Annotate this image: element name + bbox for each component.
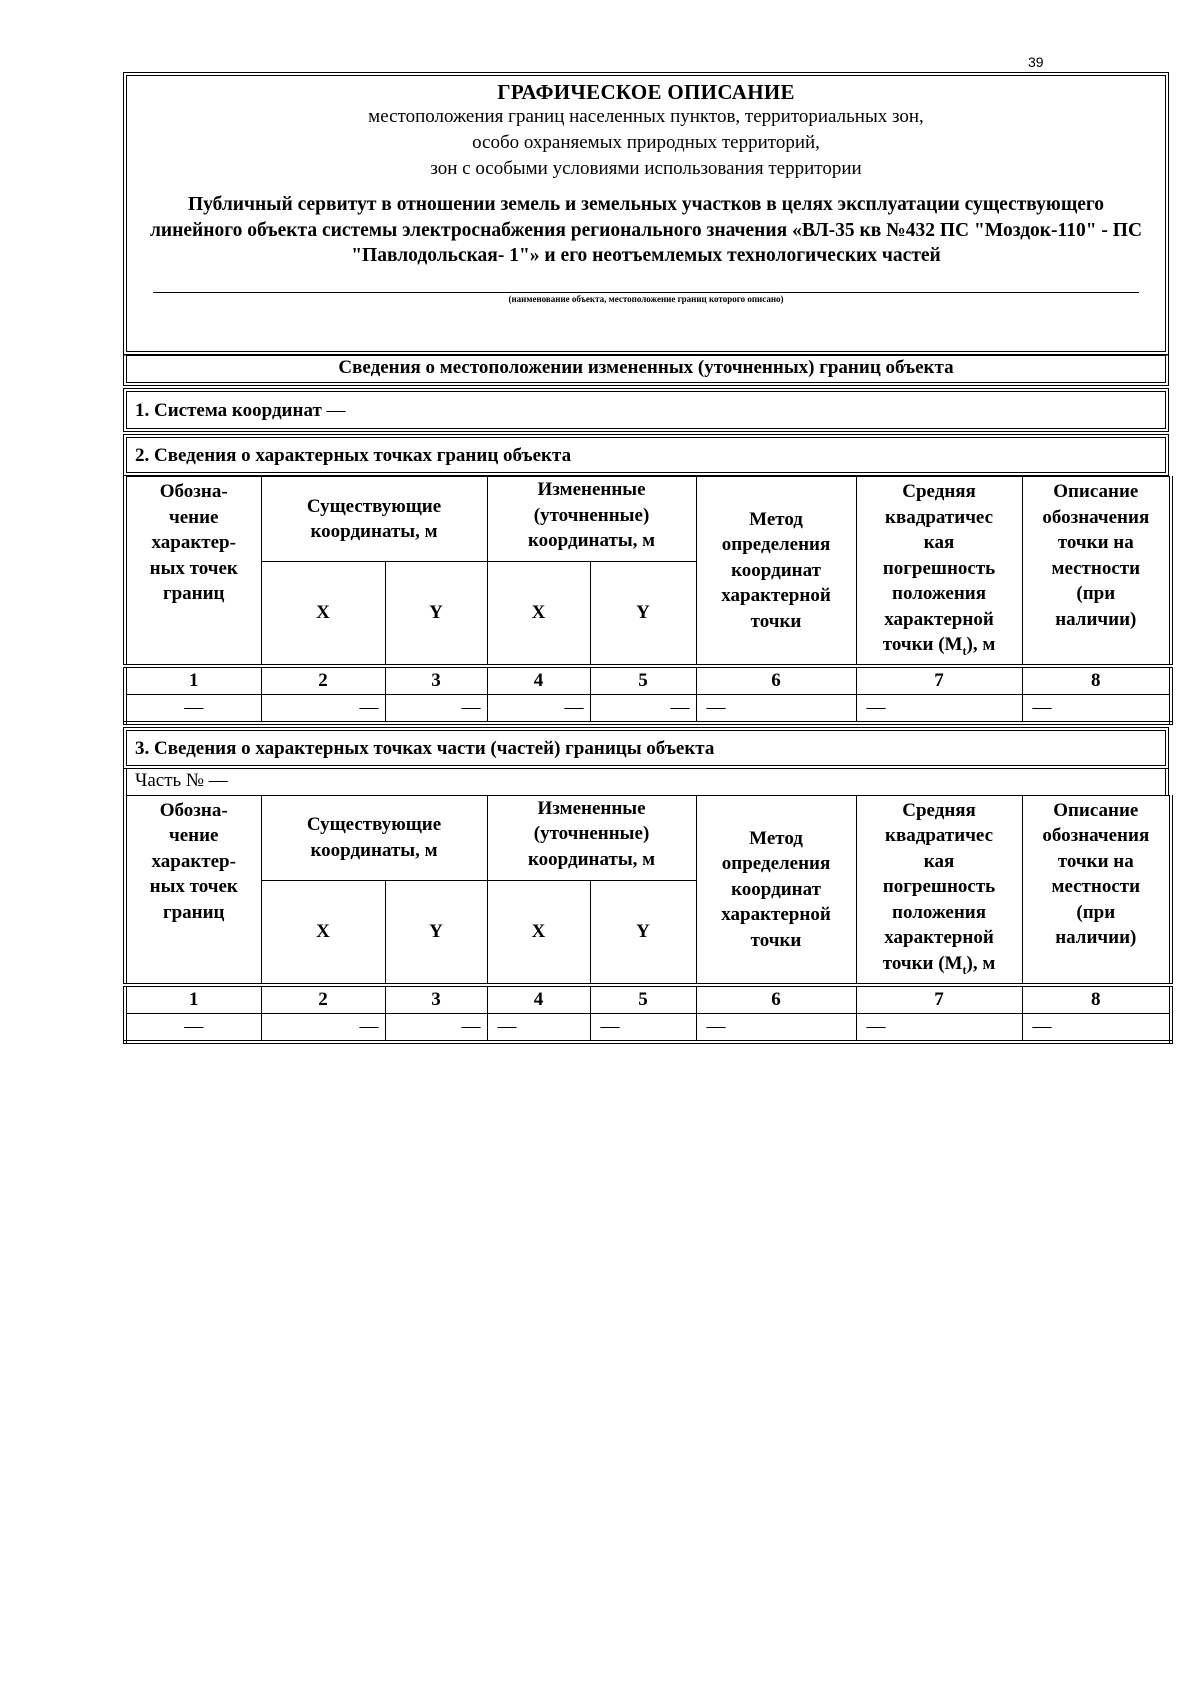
empty-cell: —	[125, 695, 261, 723]
column-number: 6	[696, 985, 856, 1014]
empty-cell: —	[590, 1014, 696, 1042]
graphic-description-form	[123, 72, 1169, 1044]
empty-cell: —	[125, 1014, 261, 1042]
document-title: ГРАФИЧЕСКОЕ ОПИСАНИЕ	[497, 80, 795, 104]
object-name-caption: (наименование объекта, местоположение границ которого описано)	[508, 294, 784, 304]
empty-cell: —	[487, 1014, 590, 1042]
boundary-points-table	[123, 476, 1173, 725]
header-existing-coordinates: Существующие координаты, м	[261, 795, 487, 880]
header-existing-x: X	[261, 562, 385, 667]
column-number: 3	[385, 985, 487, 1014]
header-description: Описание обозначения точки на местности (при наличии)	[1022, 477, 1171, 667]
empty-cell: —	[261, 695, 385, 723]
column-number: 1	[125, 985, 261, 1014]
header-existing-x: X	[261, 880, 385, 985]
object-name: Публичный сервитут в отношении земель и земельных участков в целях эксплуатации существующего линейного объекта системы электроснабжения регионального значения «ВЛ-35 кв №432 ПС "Моздок-110" - ПС "Павлодольская- 1"» и его неотъемлемых технологических частей	[149, 194, 1143, 266]
column-number: 3	[385, 666, 487, 695]
empty-cell: —	[856, 695, 1022, 723]
column-number: 1	[125, 666, 261, 695]
coordinate-system-row	[123, 388, 1169, 432]
empty-cell: —	[590, 695, 696, 723]
header-mean-square-error: Средняя квадратичес кая погрешность положения характерной точки $(M_t)$, м	[856, 477, 1022, 667]
form-header	[123, 72, 1169, 355]
empty-cell: —	[1022, 1014, 1171, 1042]
empty-cell: —	[696, 695, 856, 723]
object-name-underline	[153, 292, 1139, 293]
empty-cell: —	[696, 1014, 856, 1042]
column-number: 7	[856, 985, 1022, 1014]
column-number: 7	[856, 666, 1022, 695]
part-number: Часть № —	[123, 769, 1169, 795]
empty-cell: —	[1022, 695, 1171, 723]
header-existing-y: Y	[385, 562, 487, 667]
header-mean-square-error: Средняя квадратичес кая погрешность положения характерной точки $(M_t)$, м	[856, 795, 1022, 985]
header-designation: Обозна- чение характер- ных точек границ	[125, 477, 261, 667]
header-changed-y: Y	[590, 880, 696, 985]
column-number: 2	[261, 666, 385, 695]
header-designation: Обозна- чение характер- ных точек границ	[125, 795, 261, 985]
subtitle-line-1: местоположения границ населенных пунктов, территориальных зон,	[368, 106, 924, 127]
header-changed-y: Y	[590, 562, 696, 667]
column-number: 8	[1022, 666, 1171, 695]
coordinate-system-value: —	[326, 400, 346, 421]
header-changed-x: X	[487, 880, 590, 985]
part-points-table	[123, 795, 1173, 1044]
empty-cell: —	[261, 1014, 385, 1042]
empty-cell: —	[385, 695, 487, 723]
header-existing-coordinates: Существующие координаты, м	[261, 477, 487, 562]
column-number: 6	[696, 666, 856, 695]
page-number: 39	[1028, 54, 1044, 70]
header-method: Метод определения координат характерной точки	[696, 795, 856, 985]
empty-cell: —	[487, 695, 590, 723]
header-existing-y: Y	[385, 880, 487, 985]
part-section-title: 3. Сведения о характерных точках части (частей) границы объекта	[123, 727, 1169, 769]
subtitle-line-2: особо охраняемых природных территорий,	[472, 132, 820, 153]
section-title: Сведения о местоположении измененных (уточненных) границ объекта	[123, 355, 1169, 386]
column-number: 2	[261, 985, 385, 1014]
column-number: 5	[590, 985, 696, 1014]
empty-cell: —	[856, 1014, 1022, 1042]
header-changed-coordinates: Измененные (уточненные) координаты, м	[487, 477, 696, 562]
column-number: 8	[1022, 985, 1171, 1014]
empty-cell: —	[385, 1014, 487, 1042]
column-number: 4	[487, 666, 590, 695]
subtitle-line-3: зон с особыми условиями использования территории	[430, 158, 862, 179]
column-number: 5	[590, 666, 696, 695]
header-changed-coordinates: Измененные (уточненные) координаты, м	[487, 795, 696, 880]
header-method: Метод определения координат характерной точки	[696, 477, 856, 667]
coordinate-system-label: 1. Система координат	[135, 400, 322, 421]
points-section-title: 2. Сведения о характерных точках границ объекта	[123, 434, 1169, 476]
header-changed-x: X	[487, 562, 590, 667]
column-number: 4	[487, 985, 590, 1014]
header-description: Описание обозначения точки на местности (при наличии)	[1022, 795, 1171, 985]
